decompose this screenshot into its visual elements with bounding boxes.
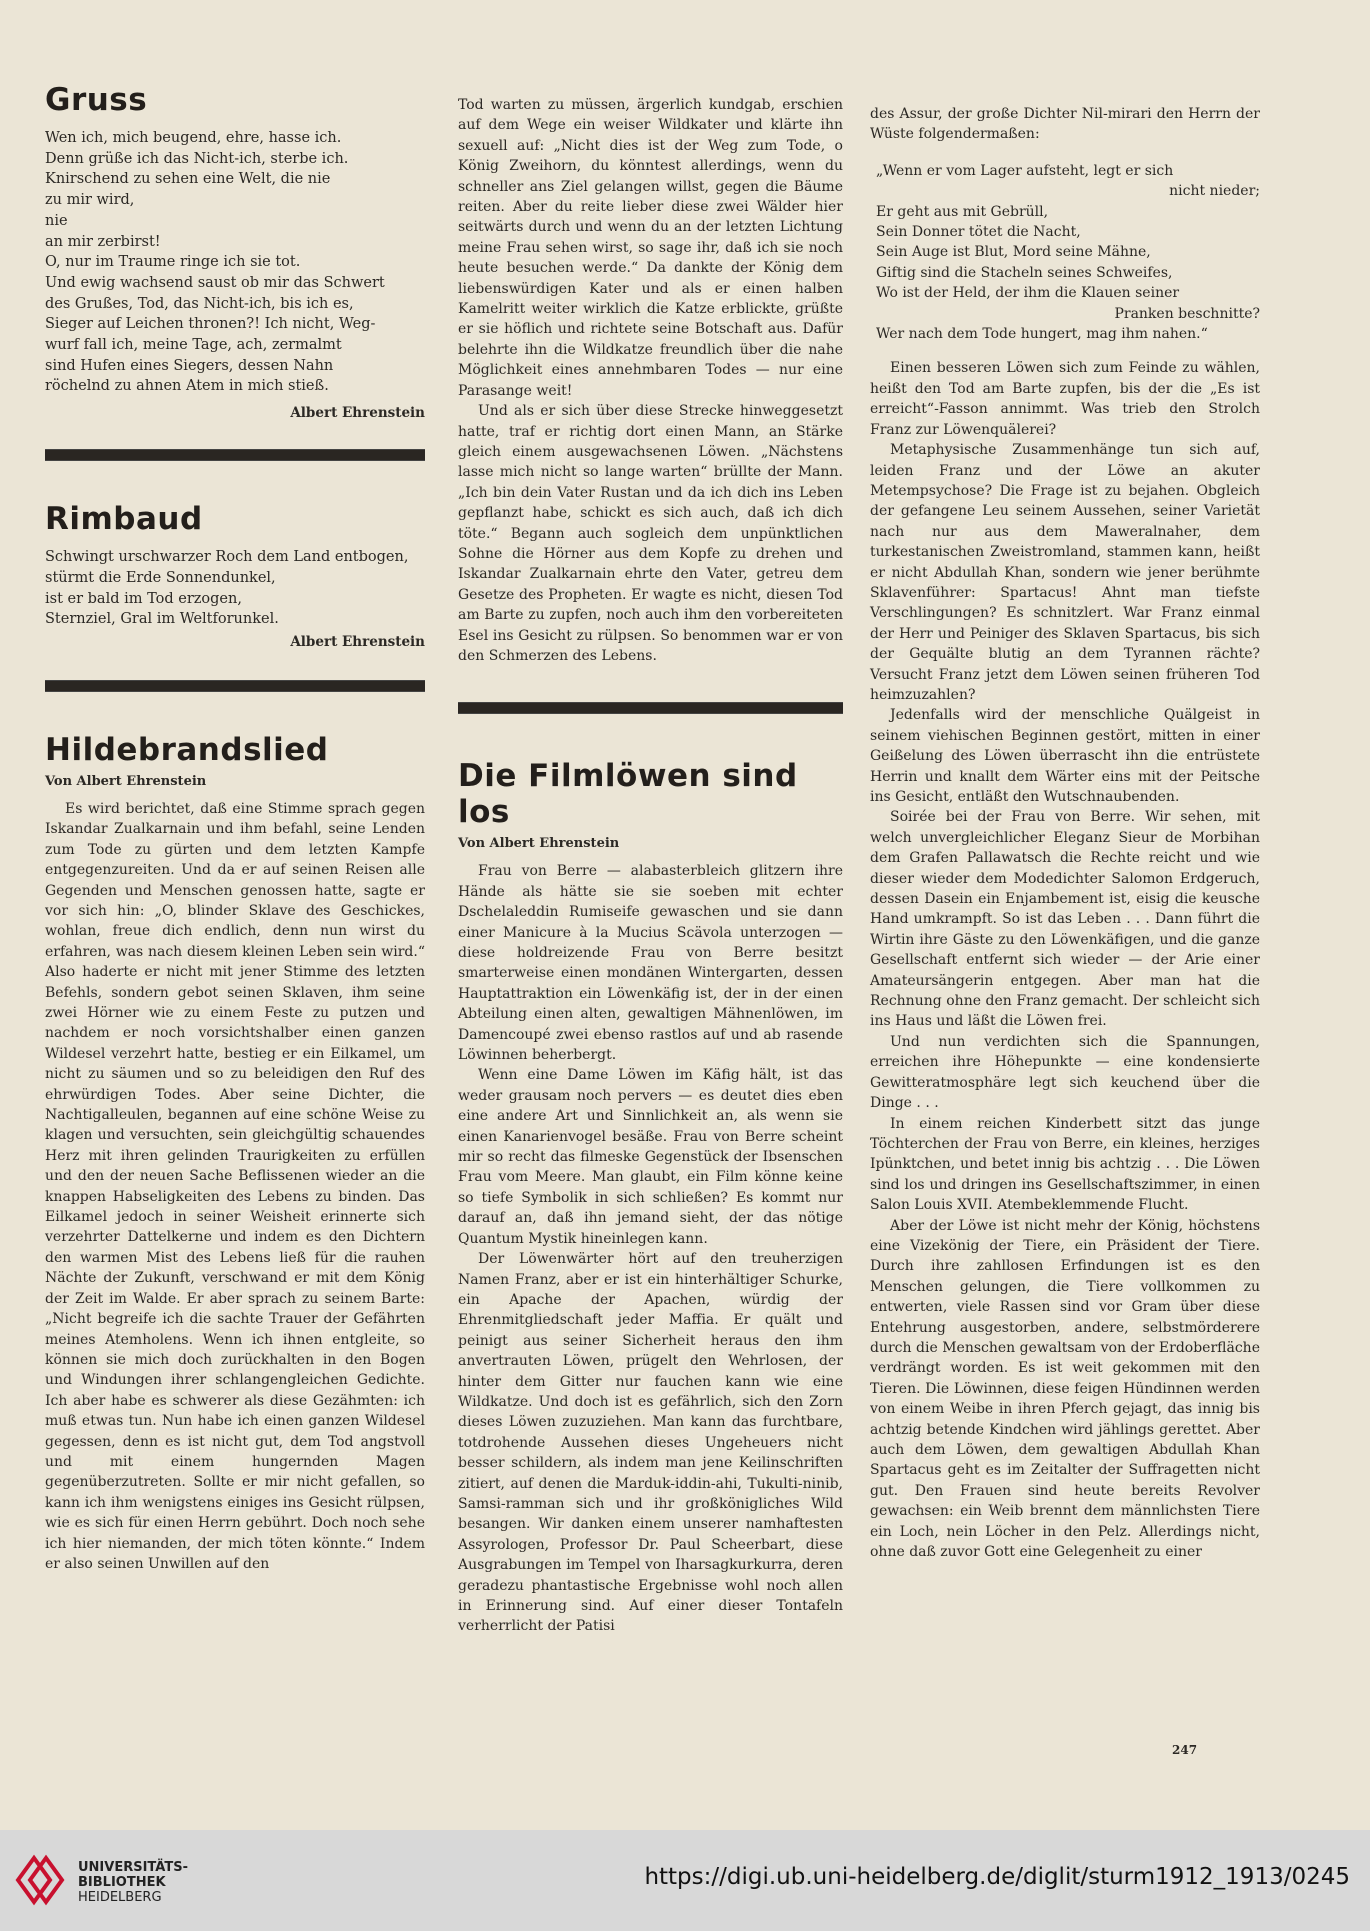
verse-line: Er geht aus mit Gebrüll, xyxy=(876,203,1049,220)
article-text: Einen besseren Löwen sich zum Feinde zu wählen, heißt den Tod am Barte zupfen, bis der die „Es ist erreicht“-Fasson annimmt. Was trieb den Strolch Franz zur Löwenquälerei? xyxy=(870,360,1260,438)
article-text: Frau von Berre — alabasterbleich glitzern ihre Hände als hätte sie sie soeben mit echter Dschelaleddin Rumiseife gewaschen und sie dann einer Manicure à la Mucius Scävola unterzogen — diese holdreizende Frau von Berre besitzt smarterweise einen mondänen Wintergarten, dessen Hauptattraktion ein Löwenkäfig ist, der in der einen Abteilung einen alten, gewaltigen Mähnenlöwen, im Damencoupé zwei ebenso rastlos auf und ab rasende Löwinnen beherbergt. xyxy=(458,863,843,1064)
poem-line: sind Hufen eines Siegers, dessen Nahn xyxy=(45,357,334,374)
library-name-line: BIBLIOTHEK xyxy=(78,1875,166,1890)
verse-line: „Wenn er vom Lager aufsteht, legt er sich xyxy=(876,162,1174,179)
column-middle xyxy=(458,0,843,1637)
poem-line: Schwingt urschwarzer Roch dem Land entbogen, xyxy=(45,549,409,566)
source-url-link[interactable]: https://digi.ub.uni-heidelberg.de/diglit/sturm1912_1913/0245 xyxy=(644,1864,1350,1890)
verse-line: Sein Auge ist Blut, Mord seine Mähne, xyxy=(876,244,1151,261)
article-text: Und als er sich über diese Strecke hinweggesetzt hatte, traf er richtig dort einen Mann, an Stärke gleich einem ausgewachsenen Löwen. „Nächstens lasse mich nicht so lange warten“ brüllte der Mann. „Ich bin dein Vater Rustan und da ich dich ins Leben gepflanzt habe, schickt es sich auch, daß ich dich töte.“ Begann auch sogleich dem unpünktlichen Sohne die Hörner aus dem Kopfe zu drehen und Iskandar Zualkarnain ehrte den Vater, getreu dem Gesetze des Propheten. Er wagte es nicht, diesen Tod am Barte zu zupfen, noch auch ihm den vorbereiteten Esel ins Gesicht zu rülpsen. So benommen war er von den Schmerzen des Lebens. xyxy=(458,403,843,664)
article-text: In einem reichen Kinderbett sitzt das junge Töchterchen der Frau von Berre, ein kleines, herziges Ipünktchen, und betet innig bis achtzig . . . Die Löwen sind los und dringen ins Gesellschaftszimmer, in einen Salon Louis XVII. Atembeklemmende Flucht. xyxy=(870,1115,1260,1214)
library-name-line: HEIDELBERG xyxy=(78,1890,162,1905)
column-right xyxy=(870,0,1260,1562)
poem-line: Wen ich, mich beugend, ehre, hasse ich. xyxy=(45,130,342,146)
article-text: Tod warten zu müssen, ärgerlich kundgab, erschien auf dem Wege ein weiser Wildkater und klärte ihn sexuell auf: „Nicht dies ist der Weg zum Tode, o König Zweihorn, du könntest allerdings, wenn du schneller ans Ziel gelangen willst, gegen die Bäume reiten. Aber du reite lieber diese zwei Wälder hier seitwärts durch und wenn du an der letzten Lichtung meine Frau sehen wirst, so sage ihr, daß ich sie noch heute besuchen werde.“ Da dankte der König dem liebenswürdigen Kater und als er einen halben Kamelritt weiter wirklich die Katze erblickte, grüßte er sie höflich und richtete seine Botschaft aus. Dafür belehrte ihn die Wildkatze freundlich über die nahe Möglichkeit eines annehmbaren Todes — nur eine Parasange weit! xyxy=(458,97,843,399)
poem-title-rimbaud: Rimbaud xyxy=(45,501,203,538)
page-number: 247 xyxy=(1172,1743,1198,1757)
verse-line: Pranken beschnitte? xyxy=(1114,305,1260,322)
verse-line: nicht nieder; xyxy=(1169,183,1260,200)
university-library-logo-icon xyxy=(14,1850,66,1910)
footer-bar xyxy=(0,1830,1370,1931)
library-name-line: UNIVERSITÄTS- xyxy=(78,1860,188,1875)
poem-line: Denn grüße ich das Nicht-ich, sterbe ich. xyxy=(45,150,349,167)
author-signature: Albert Ehrenstein xyxy=(290,633,425,650)
poem-line: Sieger auf Leichen thronen?! Ich nicht, Weg- xyxy=(45,316,376,333)
article-byline: Von Albert Ehrenstein xyxy=(45,773,207,789)
article-text: Jedenfalls wird der menschliche Quälgeist in seinem viehischen Beginnen gestört, mitten in einer Geißelung des Löwen überrascht ihn die entrüstete Herrin und knallt dem Wärter eins mit der Peitsche ins Gesicht, entläßt den Wutschnaubenden. xyxy=(870,707,1260,805)
poem-title-gruss: Gruss xyxy=(45,82,148,118)
section-divider xyxy=(45,449,425,461)
poem-gruss xyxy=(45,128,425,397)
library-name xyxy=(78,1860,188,1905)
verse-line: Sein Donner tötet die Nacht, xyxy=(876,224,1081,241)
quoted-verse xyxy=(870,161,1260,345)
poem-line: röchelnd zu ahnen Atem in mich stieß. xyxy=(45,378,329,395)
column-left xyxy=(45,0,425,1574)
article-text: Soirée bei der Frau von Berre. Wir sehen, mit welch unvergleichlicher Eleganz Sieur de Morbihan dem Grafen Pallawatsch die Rechte reicht und wie dieser wieder dem Modedichter Salomon Erdgeruch, dessen Dasein ein Enjambement ist, eisig die keusche Hand umkrampft. So ist das Leben . . . Dann führt die Wirtin ihre Gäste zu den Löwenkäfigen, und die ganze Gesellschaft entfernt sich wieder — der Arie einer Amateursängerin entgegen. Aber man hat die Rechnung ohne den Franz gemacht. Der schleicht sich ins Haus und läßt die Löwen frei. xyxy=(870,809,1260,1030)
section-divider xyxy=(45,680,425,692)
article-byline: Von Albert Ehrenstein xyxy=(458,836,620,852)
poem-line: nie xyxy=(45,212,68,229)
verse-line: Wo ist der Held, der ihm die Klauen seiner xyxy=(876,285,1180,302)
article-text: Es wird berichtet, daß eine Stimme sprach gegen Iskandar Zualkarnain und ihm befahl, seine Lenden zum Tode zu gürten und dem letzten Kampfe entgegenzureiten. Und da er auf seinen Reisen alle Gegenden und Menschen genossen hatte, sagte er vor sich hin: „O, blinder Sklave des Geschickes, wohlan, freue dich endlich, denn nun wirst du erfahren, was nach diesem kleinen Leben sein wird.“ Also haderte er nicht mit jener Stimme des letzten Befehls, sondern gebot seinen Sklaven, ihm seine zwei Hörner wie zu einem Feste zu putzen und nachdem er noch vorsichtshalber einen ganzen Wildesel verzehrt hatte, bestieg er ein Eilkamel, um nicht zu säumen und so zu beleidigen den Ruf des ehrwürdigen Todes. Aber seine Dichter, die Nachtigalleulen, begannen auf eine schöne Weise zu klagen und versuchten, sein gleichgültig schauendes Herz mit ihren gelinden Traurigkeiten zu erfüllen und den der neuen Sache Beflissenen wieder an die knappen Habseligkeiten des Lebens zu binden. Das Eilkamel jedoch in seiner Weisheit erinnerte sich verzehrter Dattelkerne und indem es den Dichtern den warmen Mist des Lebens ließ für die rauhen Nächte der Zukunft, verschwand er mit dem König der Zeit im Walde. Er aber sprach zu seinem Barte: „Nicht begreife ich die sachte Trauer der Gefährten meines Atemholens. Wenn ich ihnen entgleite, so können sie mich doch zurückhalten in den Bogen und Windungen ihrer schlangengleichen Gedichte. Ich aber habe es schwerer als diese Gezähmten: ich muß etwas tun. Nun habe ich einen ganzen Wildesel gegessen, denn es ist nicht gut, dem Tod angstvoll und mit einem hungernden Magen gegenüberzutreten. Sollte er mir nicht gefallen, so kann ich ihm wenigstens einiges ins Gesicht rülpsen, wie es sich für einen Herrn gebührt. Doch noch sehe ich hier niemanden, der mich töten könnte.“ Indem er also seinen Unwillen auf den xyxy=(45,800,425,1572)
poem-line: wurf fall ich, meine Tage, ach, zermalmt xyxy=(45,337,342,354)
poem-line: des Grußes, Tod, das Nicht-ich, bis ich es, xyxy=(45,295,354,312)
article-text: Und nun verdichten sich die Spannungen, erreichen ihre Höhepunkte — eine kondensierte Gewitteratmosphäre legt sich keuchend über die Dinge . . . xyxy=(870,1033,1260,1112)
article-text: Metaphysische Zusammenhänge tun sich auf, leiden Franz und der Löwe an akuter Metempsychose? Die Frage ist zu bejahen. Obgleich der gefangene Leu seinem Aussehen, seiner Varietät nach nur aus dem Maweralnaher, dem turkestanischen Zweistromland, stammen kann, heißt er nicht Abdullah Khan, sondern wie jener berühmte Sklavenführer: Spartacus! Ahnt man tiefste Verschlingungen? Es schnitzlert. War Franz einmal der Herr und Peiniger des Sklaven Spartacus, bis sich der Gequälte blutig an dem Tyrannen rächte? Versucht Franz jetzt dem Löwen seinen früheren Tod heimzuzahlen? xyxy=(870,442,1260,703)
poem-line: stürmt die Erde Sonnendunkel, xyxy=(45,569,276,586)
poem-line: an mir zerbirst! xyxy=(45,233,161,250)
poem-line: zu mir wird, xyxy=(45,192,135,209)
article-title-filmloewen: Die Filmlöwen sind los xyxy=(458,758,798,831)
poem-line: Sternziel, Gral im Weltforunkel. xyxy=(45,611,279,628)
author-signature: Albert Ehrenstein xyxy=(290,405,425,422)
verse-line: Wer nach dem Tode hungert, mag ihm nahen.“ xyxy=(876,326,1208,343)
article-text: Der Löwenwärter hört auf den treuherzigen Namen Franz, aber er ist ein hinterhältiger Schurke, ein Apache der Apachen, würdig der Ehrenmitgliedschaft jeder Maffia. Er quält und peinigt aus seiner Sicherheit heraus den ihm anvertrauten Löwen, prügelt den Wehrlosen, der hinter dem Gitter nur fauchen kann wie eine Wildkatze. Und doch ist es gefährlich, sich den Zorn dieses Löwen zuzuziehen. Man kann das furchtbare, totdrohende Aussehen dieses Ungeheuers nicht besser schildern, als indem man jene Keilinschriften zitiert, auf denen die Marduk-iddin-ahi, Tukulti-ninib, Samsi-ramman sich und ihr großkönigliches Wild besangen. Wir danken einem unserer namhaftesten Assyrologen, Professor Dr. Paul Scheerbart, diese Ausgrabungen im Tempel von Iharsagkurkurra, deren geradezu phantastische Ergebnisse wohl noch allen in Erinnerung sind. Auf einer dieser Tontafeln verherrlicht der Patisi xyxy=(458,1251,843,1635)
article-text: Wenn eine Dame Löwen im Käfig hält, ist das weder grausam noch pervers — es deutet dies eben eine andere Art und Sinnlichkeit an, als wenn sie einen Kanarienvogel besäße. Frau von Berre scheint mir so recht das filmeske Gegenstück der Ibsenschen Frau vom Meere. Man glaubt, ein Film könne keine so tiefe Symbolik in sich schließen? Es kommt nur darauf an, daß ihn jemand sieht, der das nötige Quantum Mystik hineinlegen kann. xyxy=(458,1067,843,1247)
poem-rimbaud xyxy=(45,547,425,630)
section-divider xyxy=(458,702,843,714)
poem-line: O, nur im Traume ringe ich sie tot. xyxy=(45,254,301,271)
verse-line: Giftig sind die Stacheln seines Schweifes, xyxy=(876,264,1173,281)
article-title-hildebrandslied: Hildebrandslied xyxy=(45,731,329,768)
poem-line: Und ewig wachsend saust ob mir das Schwert xyxy=(45,274,385,291)
article-text: Aber der Löwe ist nicht mehr der König, höchstens eine Vizekönig der Tiere, ein Präsident der Tiere. Durch ihre zahllosen Erfindungen ist es den Menschen gelungen, die Tiere vollkommen zu entwerten, viele Rassen sind vor Gram über diese Entehrung ausgestorben, andere, selbstmörderere durch die Menschen gewaltsam von der Erdoberfläche verdrängt worden. Es ist weit gekommen mit den Tieren. Die Löwinnen, diese feigen Hündinnen werden von einem Weibe in ihren Pferch gejagt, das innig bis achtzig betende Kindchen wird jählings gerettet. Aber auch dem Löwen, dem gewaltigen Abdullah Khan Spartacus geht es im Zeitalter der Suffragetten nicht gut. Den Frauen sind heute bereits Revolver gewachsen: ein Weib brennt dem männlichsten Tiere ein Loch, nein Löcher in den Pelz. Allerdings nicht, ohne daß zuvor Gott eine Gelegenheit zu einer xyxy=(870,1217,1260,1561)
article-text: des Assur, der große Dichter Nil-mirari den Herrn der Wüste folgendermaßen: xyxy=(870,106,1260,143)
poem-line: Knirschend zu sehen eine Welt, die nie xyxy=(45,171,331,188)
poem-line: ist er bald im Tod erzogen, xyxy=(45,590,242,607)
